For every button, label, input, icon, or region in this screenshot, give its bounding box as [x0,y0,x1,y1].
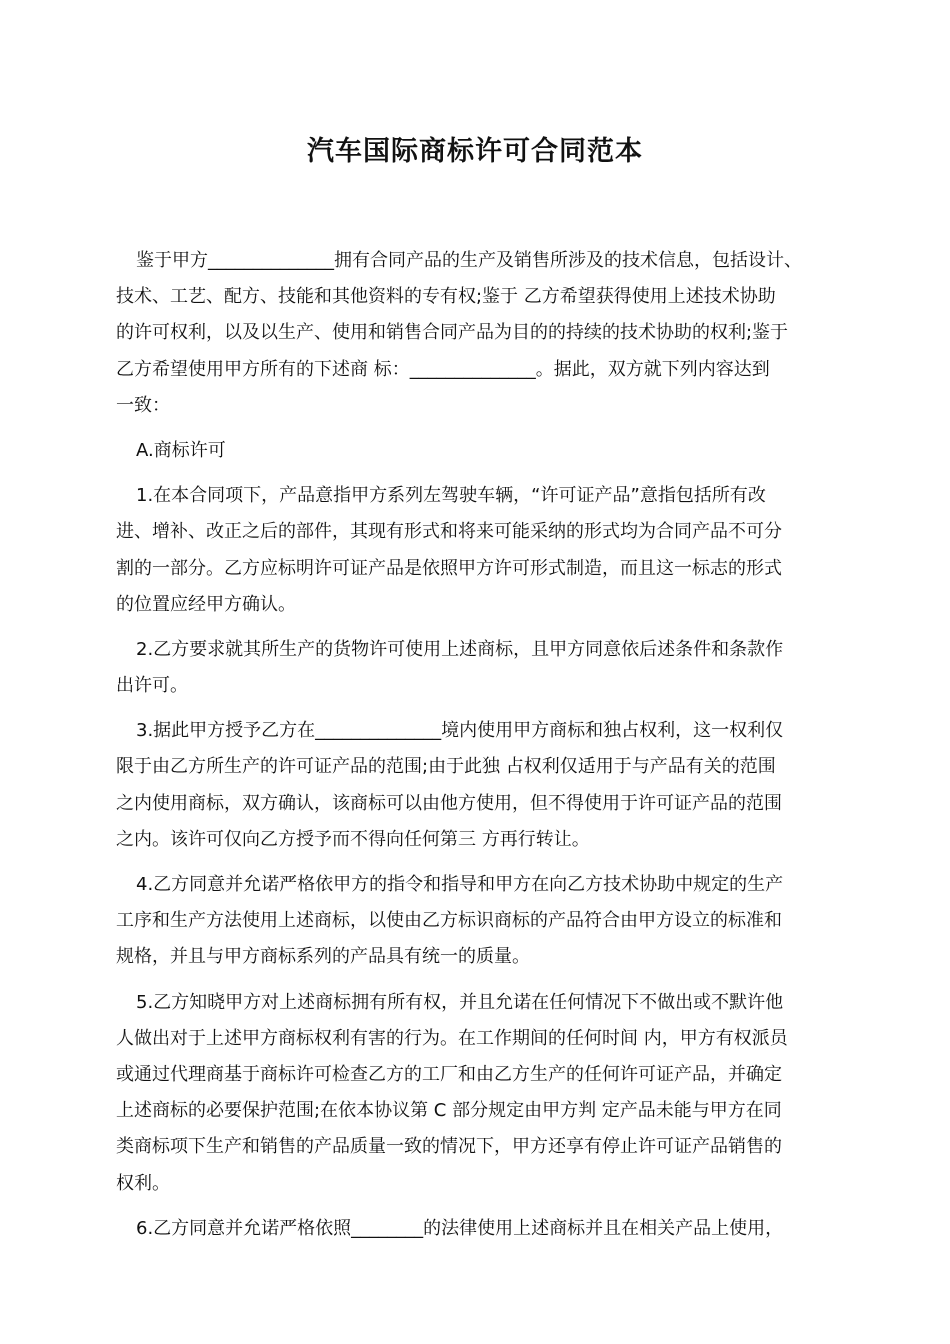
text-line: 权利。 [116,1172,170,1194]
text-line: A.商标许可 [136,439,226,461]
text-line: 工序和生产方法使用上述商标，以使由乙方标识商标的产品符合由甲方设立的标准和 [116,910,782,932]
text-line: 4.乙方同意并允诺严格依甲方的指令和指导和甲方在向乙方技术协助中规定的生产 [136,874,784,895]
text-line: 5.乙方知晓甲方对上述商标拥有所有权，并且允诺在任何情况下不做出或不默许他 [136,991,784,1013]
paragraph-gap [116,1202,838,1211]
clause-5 [116,985,838,1202]
clause-6 [116,1211,838,1247]
text-line: 人做出对于上述甲方商标权利有害的行为。在工作期间的任何时间 内，甲方有权派员 [116,1027,788,1049]
text-line: 之内。该许可仅向乙方授予而不得向任何第三 方再行转让。 [116,828,590,850]
text-line: 乙方希望使用甲方所有的下述商 标：______________。据此，双方就下列内容达到 [116,358,770,380]
text-line: 限于由乙方所生产的许可证产品的范围;由于此独 占权利仅适用于与产品有关的范围 [116,756,776,778]
text-line: 上述商标的必要保护范围;在依本协议第 C 部分规定由甲方判 定产品未能与甲方在同 [116,1100,782,1122]
paragraph-intro [116,243,838,424]
paragraph-gap [116,424,838,433]
document-title: 汽车国际商标许可合同范本 [307,136,643,167]
text-line: 割的一部分。乙方应标明许可证产品是依照甲方许可形式制造，而且这一标志的形式 [116,557,782,579]
paragraph-gap [116,623,838,632]
document-body [116,243,838,1247]
text-line: 类商标项下生产和销售的产品质量一致的情况下，甲方还享有停止许可证产品销售的 [116,1136,782,1158]
text-line: 进、增补、改正之后的部件，其现有形式和将来可能采纳的形式均为合同产品不可分 [116,521,782,543]
text-line: 的许可权利，以及以生产、使用和销售合同产品为目的的持续的技术协助的权利;鉴于 [116,322,789,344]
text-line: 鉴于甲方______________拥有合同产品的生产及销售所涉及的技术信息，包括设计、 [136,250,802,271]
section-heading-a [116,433,838,469]
text-line: 之内使用商标，双方确认，该商标可以由他方使用，但不得使用于许可证产品的范围 [116,792,782,814]
text-line: 3.据此甲方授予乙方在______________境内使用甲方商标和独占权利，这一权利仅 [136,720,784,742]
text-line: 规格，并且与甲方商标系列的产品具有统一的质量。 [116,946,530,968]
clause-4 [116,867,838,976]
clause-2 [116,632,838,704]
clause-3 [116,713,838,858]
text-line: 或通过代理商基于商标许可检查乙方的工厂和由乙方生产的任何许可证产品，并确定 [116,1063,782,1085]
text-line: 一致： [116,394,170,416]
paragraph-gap [116,704,838,713]
text-line: 的位置应经甲方确认。 [116,593,296,615]
text-line: 技术、工艺、配方、技能和其他资料的专有权;鉴于 乙方希望获得使用上述技术协助 [116,286,776,308]
text-line: 2.乙方要求就其所生产的货物许可使用上述商标，且甲方同意依后述条件和条款作 [136,638,784,660]
text-line: 6.乙方同意并允诺严格依照________的法律使用上述商标并且在相关产品上使用， [136,1217,784,1239]
text-line: 出许可。 [116,675,188,697]
paragraph-gap [116,976,838,985]
text-line: 1.在本合同项下，产品意指甲方系列左驾驶车辆，“许可证产品”意指包括所有改 [136,485,766,507]
paragraph-gap [116,858,838,867]
clause-1 [116,478,838,623]
paragraph-gap [116,469,838,478]
